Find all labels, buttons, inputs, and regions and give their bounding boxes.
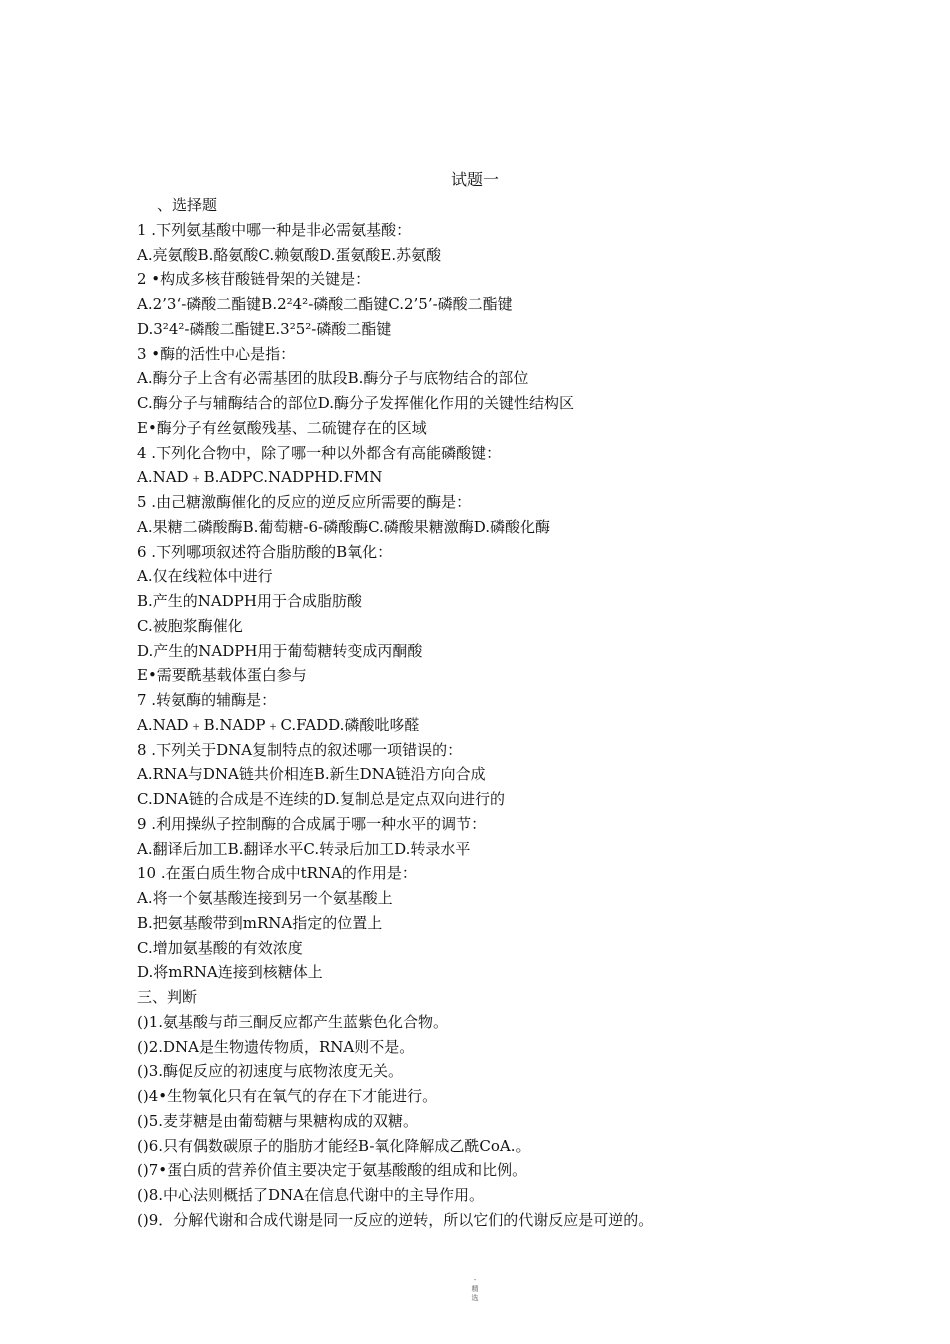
question-6-option-c: C.被胞浆酶催化 (137, 616, 243, 635)
judgement-item-7: ()7•蛋白质的营养价值主要决定于氨基酸酸的组成和比例。 (137, 1161, 528, 1180)
question-10-option-d: D.将mRNA连接到核糖体上 (137, 963, 323, 982)
question-6: 6 .下列哪项叙述符合脂肪酸的B氧化： (137, 542, 393, 561)
question-1-options: A.亮氨酸B.酪氨酸C.赖氨酸D.蛋氨酸E.苏氨酸 (137, 245, 442, 264)
section-heading-judgement: 三、判断 (137, 988, 198, 1006)
question-3-options-c-d: C.酶分子与辅酶结合的部位D.酶分子发挥催化作用的关键性结构区 (137, 394, 574, 412)
judgement-item-8: ()8.中心法则概括了DNA在信息代谢中的主导作用。 (137, 1186, 485, 1204)
question-8: 8 .下列关于DNA复制特点的叙述哪一项错误的： (137, 740, 463, 759)
question-7-options: A.NAD﹢B.NADP﹢C.FADD.磷酸吡哆醛 (137, 715, 420, 734)
judgement-item-1: ()1.氨基酸与茚三酮反应都产生蓝紫色化合物。 (137, 1012, 449, 1031)
judgement-item-5: ()5.麦芽糖是由葡萄糖与果糖构成的双糖。 (137, 1111, 419, 1130)
footer-char-2: 选 (471, 1294, 479, 1302)
question-8-options-a-b: A.RNA与DNA链共价相连B.新生DNA链沿方向合成 (137, 765, 486, 784)
footer-char-1: 精 (471, 1285, 479, 1293)
question-9-options: A.翻译后加工B.翻译水平C.转录后加工D.转录水平 (137, 839, 471, 858)
question-9: 9 .利用操纵子控制酶的合成属于哪一种水平的调节： (137, 814, 487, 833)
question-7: 7 .转氨酶的辅酶是： (137, 691, 277, 709)
question-2-options-d-e: D.3²4²-磷酸二酯键E.3²5²-磷酸二酯键 (137, 319, 392, 338)
judgement-item-6: ()6.只有偶数碳原子的脂肪才能经B-氧化降解成乙酰CoA.。 (137, 1136, 531, 1155)
question-10: 10 .在蛋白质生物合成中tRNA的作用是： (137, 864, 417, 883)
document-body (137, 193, 927, 1233)
judgement-item-2: ()2.DNA是生物遗传物质，RNA则不是。 (137, 1037, 415, 1056)
page-footer (0, 1276, 950, 1303)
judgement-item-4: ()4•生物氧化只有在氧气的存在下才能进行。 (137, 1087, 438, 1105)
judgement-item-9: ()9．分解代谢和合成代谢是同一反应的逆转，所以它们的代谢反应是可逆的。 (137, 1210, 654, 1229)
question-2-options-a-c: A.2’3‘-磷酸二酯键B.2²4²-磷酸二酯键C.2’5’-磷酸二酯键 (137, 295, 513, 313)
page-title: 试题一 (450, 170, 499, 189)
question-10-option-b: B.把氨基酸带到mRNA指定的位置上 (137, 913, 383, 932)
question-6-option-d: D.产生的NADPH用于葡萄糖转变成丙酮酸 (137, 641, 423, 660)
question-10-option-a: A.将一个氨基酸连接到另一个氨基酸上 (137, 889, 393, 907)
section-heading-choice: 、选择题 (157, 196, 218, 214)
question-4: 4 .下列化合物中，除了哪一种以外都含有高能磷酸键： (137, 443, 502, 462)
question-2: 2 •构成多核苷酸链骨架的关键是： (137, 270, 371, 289)
question-4-options: A.NAD﹢B.ADPC.NADPHD.FMN (137, 468, 383, 487)
question-8-options-c-d: C.DNA链的合成是不连续的D.复制总是定点双向进行的 (137, 790, 505, 808)
question-6-option-e: E•需要酰基载体蛋白参与 (137, 666, 307, 685)
question-6-option-b: B.产生的NADPH用于合成脂肪酸 (137, 592, 362, 610)
footer-mark: - (473, 1276, 477, 1284)
question-10-option-c: C.增加氨基酸的有效浓度 (137, 938, 303, 957)
question-3: 3 •酶的活性中心是指： (137, 344, 296, 363)
question-6-option-a: A.仅在线粒体中进行 (137, 567, 273, 586)
question-3-options-a-b: A.酶分子上含有必需基团的肽段B.酶分子与底物结合的部位 (137, 369, 529, 388)
judgement-item-3: ()3.酶促反应的初速度与底物浓度无关。 (137, 1062, 404, 1081)
question-5-options: A.果糖二磷酸酶B.葡萄糖-6-磷酸酶C.磷酸果糖激酶D.磷酸化酶 (137, 517, 551, 536)
question-3-option-e: E•酶分子有丝氨酸残基、二硫键存在的区域 (137, 418, 427, 437)
question-1: 1 .下列氨基酸中哪一种是非必需氨基酸： (137, 220, 412, 239)
question-5: 5 .由己糖激酶催化的反应的逆反应所需要的酶是： (137, 493, 472, 511)
